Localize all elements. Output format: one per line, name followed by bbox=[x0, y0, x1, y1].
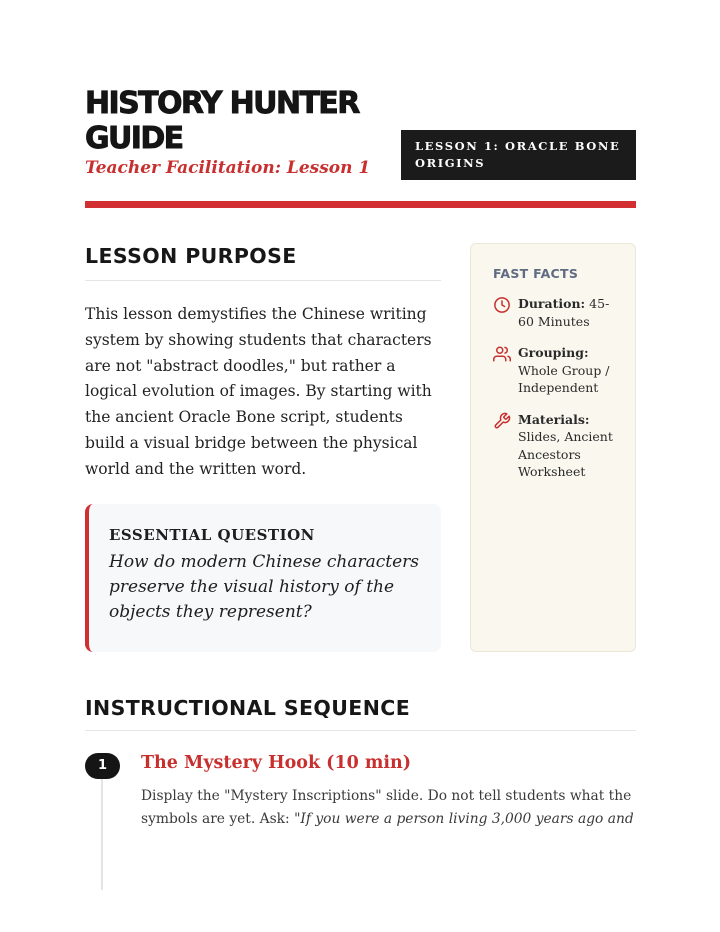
fact-duration-key: Duration: bbox=[518, 296, 586, 311]
lesson-purpose-text: This lesson demystifies the Chinese writing system by showing students that characters are not "abstract doodles," but rather a logical evolution of images. By starting with the ancient Oracle Bone script, students build a visual bridge between the physical world and the written word. bbox=[85, 305, 432, 478]
fact-materials bbox=[493, 411, 635, 481]
header-divider bbox=[85, 201, 636, 208]
fact-grouping bbox=[493, 344, 635, 397]
page-subtitle: Teacher Facilitation: Lesson 1 bbox=[85, 158, 371, 178]
fact-materials-key: Materials: bbox=[518, 411, 590, 427]
instructional-sequence-divider bbox=[85, 730, 636, 731]
fact-grouping-value: Whole Group / Independent bbox=[518, 362, 610, 395]
essential-question-box bbox=[85, 504, 441, 652]
users-icon bbox=[493, 345, 511, 363]
instructional-sequence-heading: INSTRUCTIONAL SEQUENCE bbox=[85, 696, 411, 720]
page-header bbox=[85, 86, 636, 178]
lesson-badge: LESSON 1: ORACLE BONE ORIGINS bbox=[401, 130, 636, 180]
fast-facts-title: FAST FACTS bbox=[493, 266, 579, 281]
wrench-icon bbox=[493, 412, 511, 430]
step-timeline-line bbox=[101, 779, 103, 890]
step-body bbox=[141, 785, 636, 831]
fact-grouping-key: Grouping: bbox=[518, 345, 589, 360]
lesson-purpose-heading: LESSON PURPOSE bbox=[85, 244, 297, 268]
clock-icon bbox=[493, 296, 511, 314]
fact-duration-value: 45-60 Minutes bbox=[518, 296, 610, 329]
page-title: HISTORY HUNTER GUIDE bbox=[85, 86, 359, 156]
fact-materials-value: Slides, Ancient Ancestors Worksheet bbox=[518, 429, 613, 479]
fast-facts-panel bbox=[470, 243, 636, 652]
lesson-purpose-divider bbox=[85, 280, 441, 281]
step-quote: "If you were a person living 3,000 years ago and bbox=[294, 811, 634, 827]
step-title: The Mystery Hook (10 min) bbox=[141, 753, 412, 773]
essential-question-text: How do modern Chinese characters preserve the visual history of the objects they represent? bbox=[109, 552, 420, 622]
essential-question-label: ESSENTIAL QUESTION bbox=[109, 526, 315, 544]
fact-duration bbox=[493, 295, 635, 330]
step-text: Display the "Mystery Inscriptions" slide. Do not tell students what the symbols are yet. Ask: bbox=[141, 788, 632, 827]
step-number-badge: 1 bbox=[85, 753, 120, 779]
